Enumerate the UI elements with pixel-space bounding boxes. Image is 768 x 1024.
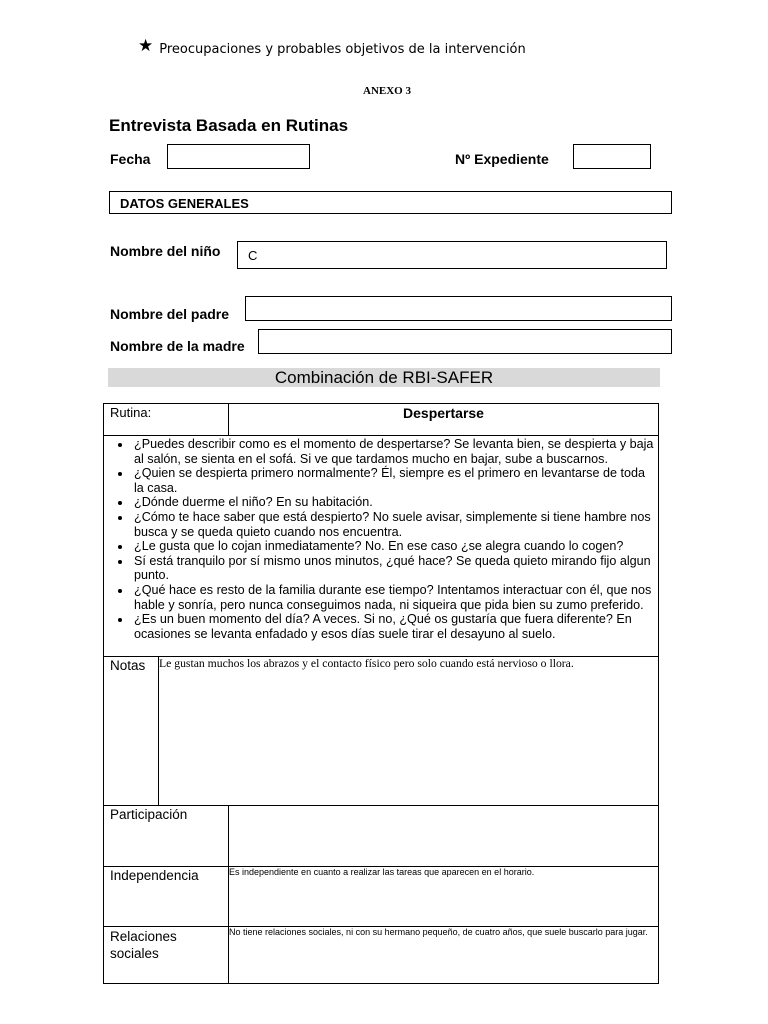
routine-header-row [104, 404, 659, 436]
social-relations-label: Relaciones sociales [104, 927, 229, 984]
participation-text[interactable] [229, 806, 659, 867]
independence-row [104, 867, 659, 927]
questions-row [104, 436, 659, 657]
mother-name-label: Nombre de la madre [110, 338, 245, 354]
social-relations-row [104, 927, 659, 984]
question-item: • Sí está tranquilo por sí mismo unos minutos, ¿qué hace? Se queda quieto mirando fijo algun punto. [132, 554, 658, 583]
question-item: • ¿Quien se despierta primero normalmente? Él, siempre es el primero en levantarse de toda la casa. [132, 466, 658, 495]
child-name-label: Nombre del niño [110, 243, 221, 259]
question-item: • ¿Qué hace es resto de la familia durante ese tiempo? Intentamos interactuar con él, que nos hable y sonría, pero nunca conseguimos nada, ni siqueira que pida bien su zumo preferido. [132, 583, 658, 612]
routine-table [103, 403, 659, 984]
routine-name: Despertarse [229, 404, 659, 436]
concerns-heading-text: Preocupaciones y probables objetivos de la intervención [159, 42, 526, 57]
social-relations-text[interactable]: No tiene relaciones sociales, ni con su hermano pequeño, de cuatro años, que suele buscarlo para jugar. [229, 927, 659, 984]
notes-row [104, 657, 659, 806]
page-title: Entrevista Basada en Rutinas [109, 116, 349, 135]
concerns-heading [138, 38, 526, 58]
star-icon: ★ [138, 36, 154, 56]
file-number-field[interactable] [573, 144, 651, 169]
question-item: • ¿Dónde duerme el niño? En su habitación. [132, 495, 658, 510]
date-field[interactable] [167, 144, 310, 169]
date-label: Fecha [110, 151, 151, 167]
independence-text[interactable]: Es independiente en cuanto a realizar las tareas que aparecen en el horario. [229, 867, 659, 927]
father-name-value [246, 297, 671, 302]
file-number-label: Nº Expediente [455, 151, 549, 167]
father-name-label: Nombre del padre [110, 306, 230, 322]
father-name-field[interactable] [245, 296, 672, 321]
mother-name-value [259, 330, 671, 335]
question-item: • ¿Puedes describir como es el momento de despertarse? Se levanta bien, se despierta y baja al salón, se sienta en el sofá. Si ve que tardamos mucho en bajar, sube a buscarnos. [132, 437, 658, 466]
section-title: Combinación de RBI-SAFER [108, 368, 660, 387]
file-number-value [574, 145, 650, 150]
participation-row [104, 806, 659, 867]
question-item: • ¿Cómo te hace saber que está despierto? No suele avisar, simplemente si tiene hambre nos busca y se queda quieto cuando nos encuentra. [132, 510, 658, 539]
child-name-value: C [248, 248, 258, 263]
general-data-header [109, 191, 672, 214]
participation-label: Participación [104, 806, 229, 867]
question-item: • ¿Es un buen momento del día? A veces. Si no, ¿Qué os gustaría que fuera diferente? En ocasiones se levanta enfadado y esos días suele tirar el desayuno al suelo. [132, 612, 658, 641]
notes-label: Notas [104, 657, 159, 806]
annex-label: ANEXO 3 [363, 85, 411, 97]
notes-text[interactable]: Le gustan muchos los abrazos y el contacto físico pero solo cuando está nervioso o llora. [159, 657, 659, 806]
general-data-title: DATOS GENERALES [120, 196, 249, 211]
question-item: • ¿Le gusta que lo cojan inmediatamente? No. En ese caso ¿se alegra cuando lo cogen? [132, 539, 658, 554]
date-value [168, 145, 309, 150]
mother-name-field[interactable] [258, 329, 672, 354]
child-name-field[interactable] [237, 241, 667, 269]
independence-label: Independencia [104, 867, 229, 927]
routine-label: Rutina: [104, 404, 229, 436]
questions-cell [104, 436, 659, 657]
question-list [104, 437, 658, 641]
